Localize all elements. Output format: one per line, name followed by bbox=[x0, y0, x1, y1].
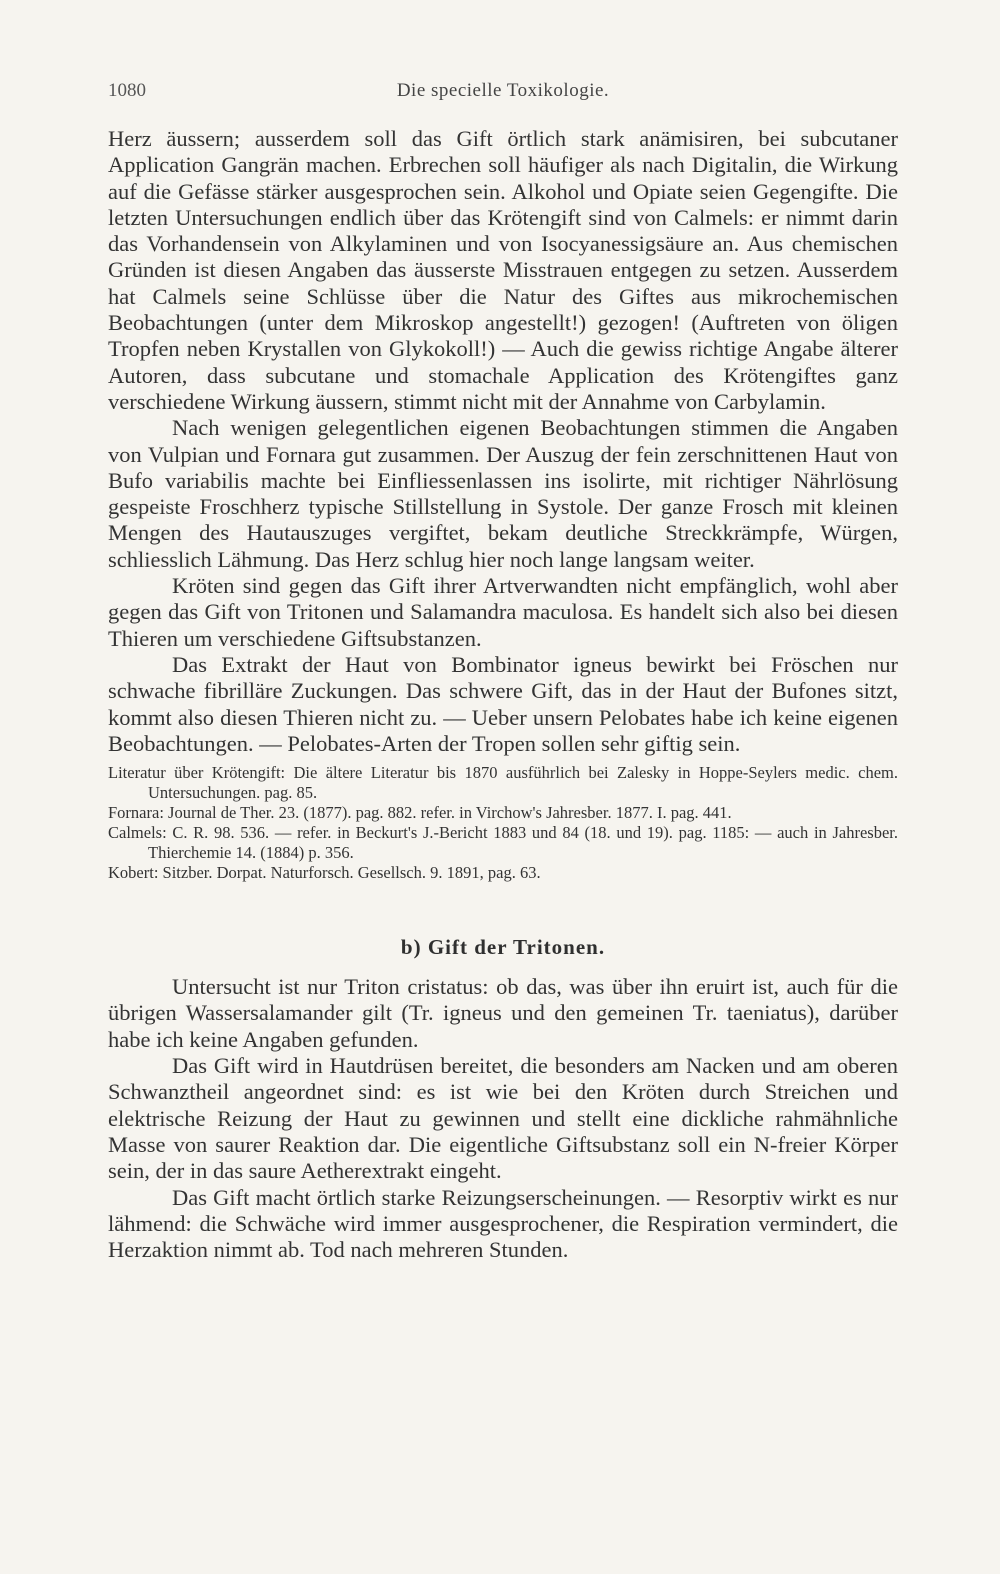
running-title: Die specielle Toxikologie. bbox=[396, 80, 610, 101]
page-number: 1080 bbox=[108, 80, 146, 101]
references bbox=[108, 763, 898, 883]
page-body bbox=[108, 126, 898, 1263]
paragraph: Das Extrakt der Haut von Bombinator igneus bewirkt bei Fröschen nur schwache fibrilläre Zuckungen. Das schwere Gift, das in der Haut der Bufones sitzt, kommt also diesen Thieren nicht zu. — Ueber unsern Pelobates habe ich keine eigenen Beobachtungen. — Pelobates-Arten der Tropen sollen sehr giftig sein. bbox=[108, 651, 898, 756]
reference-item: Fornara: Journal de Ther. 23. (1877). pag. 882. refer. in Virchow's Jahresber. 1877. I. pag. 441. bbox=[108, 803, 732, 823]
paragraph: Nach wenigen gelegentlichen eigenen Beobachtungen stimmen die Angaben von Vulpian und Fornara gut zusammen. Der Auszug der fein zerschnittenen Haut von Bufo variabilis machte bei Einfliessenlassen ins isolirte, mit richtiger Nährlösung gespeiste Froschherz typische Stillstellung in Systole. Der ganze Frosch mit kleinen Mengen des Hautauszuges vergiftet, bekam deutliche Streckkrämpfe, Würgen, schliesslich Lähmung. Das Herz schlug hier noch lange langsam weiter. bbox=[108, 415, 898, 572]
page-header bbox=[108, 80, 898, 108]
paragraph: Kröten sind gegen das Gift ihrer Artverwandten nicht empfänglich, wohl aber gegen das Gift von Tritonen und Salamandra maculosa. Es handelt sich also bei diesen Thieren um verschiedene Giftsubstanzen. bbox=[108, 573, 898, 651]
reference-item: Calmels: C. R. 98. 536. — refer. in Beckurt's J.-Bericht 1883 und 84 (18. und 19). pag. 1185: — auch in Jahresber. Thierchemie 14. (1884) p. 356. bbox=[108, 823, 898, 863]
paragraph: Das Gift macht örtlich starke Reizungserscheinungen. — Resorptiv wirkt es nur lähmend: die Schwäche wird immer ausgesprochener, die Respiration vermindert, die Herzaktion nimmt ab. Tod nach mehreren Stunden. bbox=[108, 1184, 898, 1263]
paragraph: Herz äussern; ausserdem soll das Gift örtlich stark anämisiren, bei subcutaner Application Gangrän machen. Erbrechen soll häufiger als nach Digitalin, die Wirkung auf die Gefässe stärker ausgesprochen sein. Alkohol und Opiate seien Gegengifte. Die letzten Untersuchungen endlich über das Krötengift sind von Calmels: er nimmt darin das Vorhandensein von Alkylaminen und von Isocyanessigsäure an. Aus chemischen Gründen ist diesen Angaben das äusserste Misstrauen entgegen zu setzen. Ausserdem hat Calmels seine Schlüsse über die Natur des Giftes aus mikrochemischen Beobachtungen (unter dem Mikroskop angestellt!) gezogen! (Auftreten von öligen Tropfen neben Krystallen von Glykokoll!) — Auch die gewiss richtige Angabe älterer Autoren, dass subcutane und stomachale Application des Krötengiftes ganz verschiedene Wirkung äussern, stimmt nicht mit der Annahme von Carbylamin. bbox=[108, 126, 898, 414]
paragraph: Untersucht ist nur Triton cristatus: ob das, was über ihn eruirt ist, auch für die übrigen Wassersalamander gilt (Tr. igneus und den gemeinen Tr. taeniatus), darüber habe ich keine Angaben gefunden. bbox=[108, 974, 898, 1052]
section-heading: b) Gift der Tritonen. bbox=[400, 935, 606, 960]
section-tritonen bbox=[108, 935, 898, 1263]
reference-item: Literatur über Krötengift: Die ältere Literatur bis 1870 ausführlich bei Zalesky in Hoppe-Seylers medic. chem. Untersuchungen. pag. 85. bbox=[108, 763, 898, 803]
paragraph: Das Gift wird in Hautdrüsen bereitet, die besonders am Nacken und am oberen Schwanztheil angeordnet sind: es ist wie bei den Kröten durch Streichen und elektrische Reizung der Haut zu gewinnen und stellt eine dickliche rahmähnliche Masse von saurer Reaktion dar. Die eigentliche Giftsubstanz soll ein N-freier Körper sein, der in das saure Aetherextrakt eingeht. bbox=[108, 1053, 898, 1184]
main-text bbox=[108, 126, 898, 757]
reference-item: Kobert: Sitzber. Dorpat. Naturforsch. Gesellsch. 9. 1891, pag. 63. bbox=[108, 863, 541, 883]
